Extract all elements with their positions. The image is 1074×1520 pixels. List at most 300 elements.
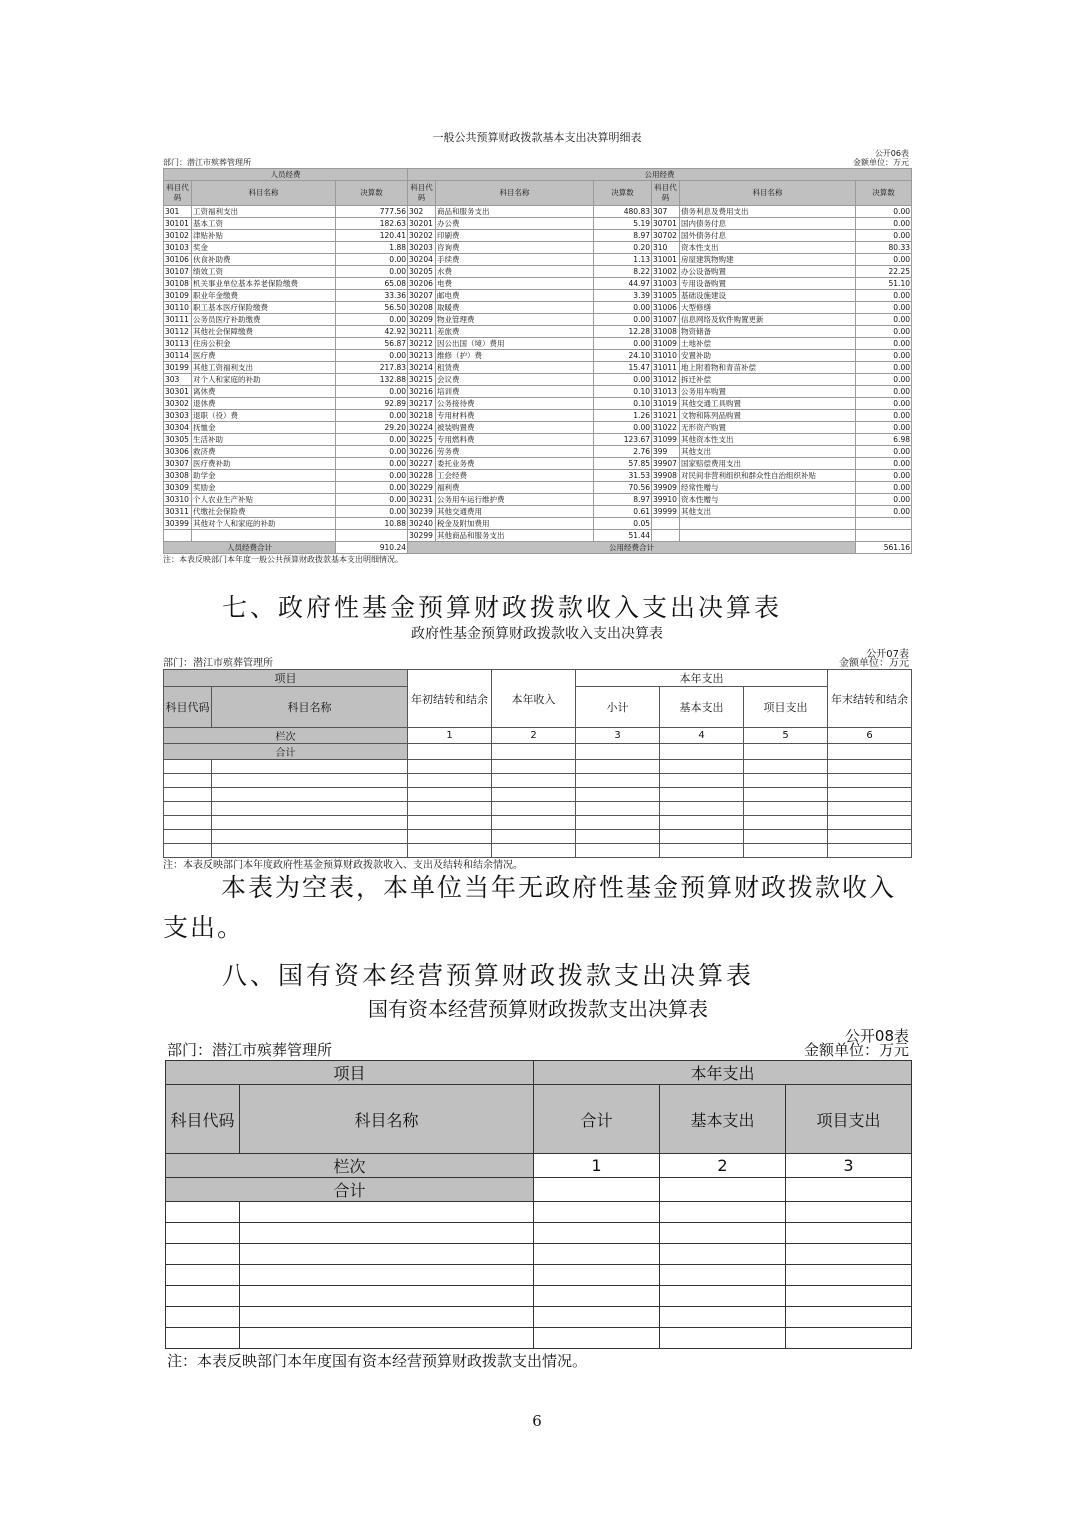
col-name-header: 科目名称 [192, 181, 336, 206]
subject-code: 30308 [164, 470, 192, 482]
expense-header: 本年支出 [534, 1061, 912, 1085]
table1-data-row [164, 530, 912, 542]
subject-name: 奖励金 [192, 482, 336, 494]
subject-name: 物资储备 [680, 326, 856, 338]
empty-cell [212, 774, 408, 788]
amount-value: 0.00 [336, 506, 408, 518]
table3-index-row [166, 1154, 912, 1178]
empty-cell [828, 788, 912, 802]
table3-empty-row [166, 1265, 912, 1286]
subject-code: 30206 [408, 278, 436, 290]
begin-balance-header: 年初结转和结余 [408, 670, 492, 728]
subject-name: 专用设备购置 [680, 278, 856, 290]
empty-cell [164, 760, 212, 774]
empty-cell [744, 774, 828, 788]
subject-code: 30208 [408, 302, 436, 314]
empty-cell [660, 1223, 786, 1244]
empty-cell [164, 844, 212, 858]
empty-cell [660, 1202, 786, 1223]
empty-cell [164, 802, 212, 816]
amount-value: 0.00 [336, 314, 408, 326]
col-code-header: 科目代码 [164, 181, 192, 206]
table2-empty-row [164, 788, 912, 802]
total-cell [576, 744, 660, 760]
subject-name: 伙食补助费 [192, 254, 336, 266]
empty-cell [492, 830, 576, 844]
total-cell [492, 744, 576, 760]
amount-value: 0.00 [336, 434, 408, 446]
subject-name: 资本性赠与 [680, 494, 856, 506]
subject-code: 30110 [164, 302, 192, 314]
subject-code: 303 [164, 374, 192, 386]
amount-value: 1.13 [594, 254, 652, 266]
subject-name: 办公设备购置 [680, 266, 856, 278]
amount-value: 0.00 [336, 458, 408, 470]
table1-data-row [164, 302, 912, 314]
subject-code: 31007 [652, 314, 680, 326]
amount-value: 80.33 [856, 242, 912, 254]
empty-cell [240, 1244, 534, 1265]
table1-data-row [164, 410, 912, 422]
subject-code: 39999 [652, 506, 680, 518]
table1-group-header [164, 169, 912, 181]
amount-value: 0.00 [856, 506, 912, 518]
amount-value: 0.00 [856, 374, 912, 386]
amount-value [336, 530, 408, 542]
table2-empty-row [164, 830, 912, 844]
table3-empty-row [166, 1328, 912, 1349]
subject-code: 30303 [164, 410, 192, 422]
subject-name: 其他对个人和家庭的补助 [192, 518, 336, 530]
table2-index-row [164, 728, 912, 744]
section7-heading: 七、政府性基金预算财政拨款收入支出决算表 [222, 593, 783, 622]
table3-meta [165, 1025, 911, 1060]
subject-code: 30226 [408, 446, 436, 458]
empty-cell [828, 844, 912, 858]
empty-cell [166, 1223, 240, 1244]
section8-heading: 八、国有资本经营预算财政拨款支出决算表 [222, 961, 755, 990]
table3-unit: 金额单位：万元 [803, 1041, 909, 1059]
table1-data-row [164, 506, 912, 518]
table1-data-row [164, 422, 912, 434]
table3-header-row-2 [166, 1085, 912, 1154]
table2-code: 公开07表 [866, 649, 909, 660]
subject-code: 31005 [652, 290, 680, 302]
subject-code: 31099 [652, 434, 680, 446]
subject-name: 经常性赠与 [680, 482, 856, 494]
col-code-header: 科目代码 [408, 181, 436, 206]
amount-value: 0.00 [594, 338, 652, 350]
subject-name: 拆迁补偿 [680, 374, 856, 386]
subject-name: 差旅费 [436, 326, 594, 338]
table3-empty-row [166, 1202, 912, 1223]
table3-code: 公开08表 [844, 1027, 909, 1045]
index-cell: 1 [408, 728, 492, 744]
subject-code: 39910 [652, 494, 680, 506]
empty-cell [660, 1328, 786, 1349]
empty-cell [166, 1265, 240, 1286]
table3-empty-row [166, 1223, 912, 1244]
table1 [163, 168, 912, 554]
amount-value: 31.53 [594, 470, 652, 482]
empty-cell [660, 802, 744, 816]
table1-data-row [164, 518, 912, 530]
table3 [165, 1060, 912, 1349]
amount-value: 0.00 [856, 230, 912, 242]
subject-code: 30224 [408, 422, 436, 434]
table2-dept: 部门：潜江市殡葬管理所 [163, 658, 273, 669]
col-code-header: 科目代码 [652, 181, 680, 206]
subject-code: 31013 [652, 386, 680, 398]
total-cell [828, 744, 912, 760]
col-name-header: 科目名称 [680, 181, 856, 206]
subject-name: 奖金 [192, 242, 336, 254]
empty-cell [240, 1307, 534, 1328]
subject-code: 31010 [652, 350, 680, 362]
empty-cell [408, 816, 492, 830]
basic-header: 基本支出 [660, 687, 744, 728]
total-cell [660, 744, 744, 760]
empty-cell [534, 1328, 660, 1349]
subject-name: 职工基本医疗保险缴费 [192, 302, 336, 314]
amount-value: 0.00 [856, 326, 912, 338]
amount-value: 0.00 [856, 446, 912, 458]
empty-cell [660, 816, 744, 830]
subject-name: 专用材料费 [436, 410, 594, 422]
empty-cell [212, 802, 408, 816]
gov-fund-table-section [163, 623, 911, 873]
subject-name: 离休费 [192, 386, 336, 398]
index-cell: 6 [828, 728, 912, 744]
subject-code: 31006 [652, 302, 680, 314]
subject-name: 资本性支出 [680, 242, 856, 254]
subject-name: 其他社会保障缴费 [192, 326, 336, 338]
amount-value: 0.00 [856, 206, 912, 218]
amount-value: 0.00 [856, 386, 912, 398]
empty-cell [660, 1265, 786, 1286]
index-cell: 3 [576, 728, 660, 744]
total-cell [786, 1178, 912, 1202]
empty-cell [576, 830, 660, 844]
state-capital-table-section [165, 993, 911, 1373]
subject-name: 抚恤金 [192, 422, 336, 434]
amount-value: 0.00 [856, 338, 912, 350]
subject-name: 其他支出 [680, 446, 856, 458]
amount-value: 8.97 [594, 494, 652, 506]
subject-name: 个人农业生产补贴 [192, 494, 336, 506]
table1-data-row [164, 242, 912, 254]
subject-code: 30101 [164, 218, 192, 230]
table1-meta [163, 148, 911, 168]
empty-cell [534, 1265, 660, 1286]
table2-empty-row [164, 774, 912, 788]
index-cell: 3 [786, 1154, 912, 1178]
subject-code: 30215 [408, 374, 436, 386]
subject-code: 30702 [652, 230, 680, 242]
subject-code: 30217 [408, 398, 436, 410]
amount-value [856, 530, 912, 542]
subject-code: 30207 [408, 290, 436, 302]
subject-name: 住房公积金 [192, 338, 336, 350]
subject-code: 30211 [408, 326, 436, 338]
empty-cell [786, 1307, 912, 1328]
empty-cell [744, 830, 828, 844]
empty-cell [660, 830, 744, 844]
amount-value: 0.00 [594, 374, 652, 386]
empty-cell [576, 844, 660, 858]
amount-value: 0.05 [594, 518, 652, 530]
subject-name: 代缴社会保险费 [192, 506, 336, 518]
subject-name: 基础设施建设 [680, 290, 856, 302]
empty-cell [744, 844, 828, 858]
subject-name [680, 530, 856, 542]
empty-cell [166, 1202, 240, 1223]
name-header: 科目名称 [212, 687, 408, 728]
public-group-header: 公用经费 [408, 169, 912, 181]
subject-name: 咨询费 [436, 242, 594, 254]
amount-value: 0.00 [336, 446, 408, 458]
subject-code: 31022 [652, 422, 680, 434]
table1-data-row [164, 266, 912, 278]
subject-name: 电费 [436, 278, 594, 290]
amount-value: 0.61 [594, 506, 652, 518]
empty-cell [240, 1328, 534, 1349]
amount-value: 8.97 [594, 230, 652, 242]
amount-value: 10.88 [336, 518, 408, 530]
subject-code [652, 530, 680, 542]
subject-name: 取暖费 [436, 302, 594, 314]
subject-code: 31021 [652, 410, 680, 422]
empty-cell [534, 1223, 660, 1244]
table1-total-row [164, 542, 912, 554]
subject-code: 30201 [408, 218, 436, 230]
empty-cell [240, 1265, 534, 1286]
subject-name: 大型修缮 [680, 302, 856, 314]
empty-cell [534, 1202, 660, 1223]
table1-data-row [164, 470, 912, 482]
subject-code: 30204 [408, 254, 436, 266]
empty-cell [576, 802, 660, 816]
total-cell [534, 1178, 660, 1202]
empty-table-statement: 本表为空表，本单位当年无政府性基金预算财政拨款收入支出。 [163, 873, 897, 942]
table1-data-row [164, 314, 912, 326]
table2-empty-row [164, 802, 912, 816]
subject-code: 30203 [408, 242, 436, 254]
empty-cell [744, 816, 828, 830]
subject-code: 399 [652, 446, 680, 458]
empty-cell [492, 816, 576, 830]
subject-name: 办公费 [436, 218, 594, 230]
subject-code: 30301 [164, 386, 192, 398]
subject-name: 对民间非营利组织和群众性自治组织补贴 [680, 470, 856, 482]
total-header: 合计 [534, 1085, 660, 1154]
basic-header: 基本支出 [660, 1085, 786, 1154]
subject-name: 印刷费 [436, 230, 594, 242]
empty-cell [744, 788, 828, 802]
subject-name: 被装购置费 [436, 422, 594, 434]
amount-value: 0.00 [336, 410, 408, 422]
subject-code: 30205 [408, 266, 436, 278]
amount-value: 0.00 [856, 398, 912, 410]
name-header: 科目名称 [240, 1085, 534, 1154]
subject-name: 维修（护）费 [436, 350, 594, 362]
subject-code: 30102 [164, 230, 192, 242]
empty-cell [408, 788, 492, 802]
amount-value: 6.98 [856, 434, 912, 446]
amount-value: 0.10 [594, 386, 652, 398]
amount-value: 0.00 [856, 314, 912, 326]
empty-cell [828, 774, 912, 788]
subject-name: 国内债务付息 [680, 218, 856, 230]
empty-cell [408, 844, 492, 858]
amount-value: 120.41 [336, 230, 408, 242]
subject-name: 手续费 [436, 254, 594, 266]
subject-code: 302 [408, 206, 436, 218]
subject-name: 其他交通费用 [436, 506, 594, 518]
subject-name: 税金及附加费用 [436, 518, 594, 530]
empty-cell [534, 1244, 660, 1265]
table2 [163, 669, 912, 858]
subject-code: 30307 [164, 458, 192, 470]
subject-name: 职业年金缴费 [192, 290, 336, 302]
subject-code: 30225 [408, 434, 436, 446]
amount-value: 1.26 [594, 410, 652, 422]
empty-cell [786, 1265, 912, 1286]
col-amount-header: 决算数 [856, 181, 912, 206]
amount-value: 51.10 [856, 278, 912, 290]
amount-value: 777.56 [336, 206, 408, 218]
col-name-header: 科目名称 [436, 181, 594, 206]
empty-cell [164, 830, 212, 844]
subject-code: 30107 [164, 266, 192, 278]
empty-cell [660, 1244, 786, 1265]
total-cell [660, 1178, 786, 1202]
table2-meta [163, 645, 911, 669]
empty-cell [744, 760, 828, 774]
empty-cell [164, 788, 212, 802]
subject-code: 30310 [164, 494, 192, 506]
subject-name: 绩效工资 [192, 266, 336, 278]
subject-name: 租赁费 [436, 362, 594, 374]
subject-name: 助学金 [192, 470, 336, 482]
subject-code: 30306 [164, 446, 192, 458]
empty-cell [660, 1286, 786, 1307]
table2-total-row [164, 744, 912, 760]
subject-name: 信息网络及软件购置更新 [680, 314, 856, 326]
personnel-total-value: 910.24 [336, 542, 408, 554]
subject-code: 31008 [652, 326, 680, 338]
table1-data-row [164, 386, 912, 398]
subject-name: 房屋建筑物购建 [680, 254, 856, 266]
subject-code [164, 530, 192, 542]
personnel-total-label: 人员经费合计 [164, 542, 336, 554]
amount-value: 0.00 [856, 254, 912, 266]
table1-data-row [164, 482, 912, 494]
subject-code: 31009 [652, 338, 680, 350]
amount-value: 0.00 [856, 302, 912, 314]
table1-code: 公开06表 [874, 149, 909, 158]
amount-value: 0.00 [856, 410, 912, 422]
empty-cell [828, 816, 912, 830]
subject-code: 31003 [652, 278, 680, 290]
code-header: 科目代码 [164, 687, 212, 728]
item-header: 项目 [166, 1061, 534, 1085]
subject-name: 地上附着物和青苗补偿 [680, 362, 856, 374]
subject-name: 福利费 [436, 482, 594, 494]
subject-name: 国家赔偿费用支出 [680, 458, 856, 470]
amount-value: 0.20 [594, 242, 652, 254]
amount-value: 15.47 [594, 362, 652, 374]
col-amount-header: 决算数 [594, 181, 652, 206]
amount-value: 132.88 [336, 374, 408, 386]
empty-cell [212, 844, 408, 858]
subject-name: 机关事业单位基本养老保险缴费 [192, 278, 336, 290]
amount-value: 0.00 [856, 362, 912, 374]
empty-cell [660, 788, 744, 802]
subject-name: 其他商品和服务支出 [436, 530, 594, 542]
subject-name: 劳务费 [436, 446, 594, 458]
table2-empty-row [164, 760, 912, 774]
subtotal-header: 小计 [576, 687, 660, 728]
table1-data-row [164, 362, 912, 374]
empty-cell [576, 760, 660, 774]
subject-name: 其他工资福利支出 [192, 362, 336, 374]
table3-note: 注：本表反映部门本年度国有资本经营预算财政拨款支出情况。 [167, 1352, 588, 1370]
table3-title: 国有资本经营预算财政拨款支出决算表 [368, 997, 708, 1021]
subject-code: 30209 [408, 314, 436, 326]
amount-value: 56.50 [336, 302, 408, 314]
subject-code: 30229 [408, 482, 436, 494]
subject-code: 30299 [408, 530, 436, 542]
subject-code: 30103 [164, 242, 192, 254]
amount-value: 0.00 [856, 458, 912, 470]
table2-note: 注：本表反映部门本年度政府性基金预算财政拨款收入、支出及结转和结余情况。 [163, 860, 523, 871]
empty-cell [408, 774, 492, 788]
page-number: 6 [532, 1412, 542, 1430]
amount-value: 22.25 [856, 266, 912, 278]
amount-value: 29.20 [336, 422, 408, 434]
subject-code: 39909 [652, 482, 680, 494]
amount-value: 51.44 [594, 530, 652, 542]
subject-code: 30212 [408, 338, 436, 350]
table2-title: 政府性基金预算财政拨款收入支出决算表 [411, 626, 663, 642]
empty-cell [166, 1328, 240, 1349]
amount-value: 65.08 [336, 278, 408, 290]
subject-code: 310 [652, 242, 680, 254]
amount-value: 182.63 [336, 218, 408, 230]
empty-cell [166, 1286, 240, 1307]
subject-name: 公务用车购置 [680, 386, 856, 398]
subject-code: 31001 [652, 254, 680, 266]
table1-data-row [164, 218, 912, 230]
amount-value: 2.76 [594, 446, 652, 458]
subject-code: 30213 [408, 350, 436, 362]
public-total-label: 公用经费合计 [408, 542, 856, 554]
empty-cell [492, 802, 576, 816]
subject-code: 30218 [408, 410, 436, 422]
empty-cell [240, 1286, 534, 1307]
subject-code: 39908 [652, 470, 680, 482]
subject-code: 30202 [408, 230, 436, 242]
col-amount-header: 决算数 [336, 181, 408, 206]
empty-cell [576, 816, 660, 830]
empty-cell [534, 1307, 660, 1328]
empty-cell [660, 1307, 786, 1328]
amount-value: 0.00 [856, 350, 912, 362]
subject-name: 国外债务付息 [680, 230, 856, 242]
empty-cell [492, 774, 576, 788]
public-total-value: 561.16 [856, 542, 912, 554]
